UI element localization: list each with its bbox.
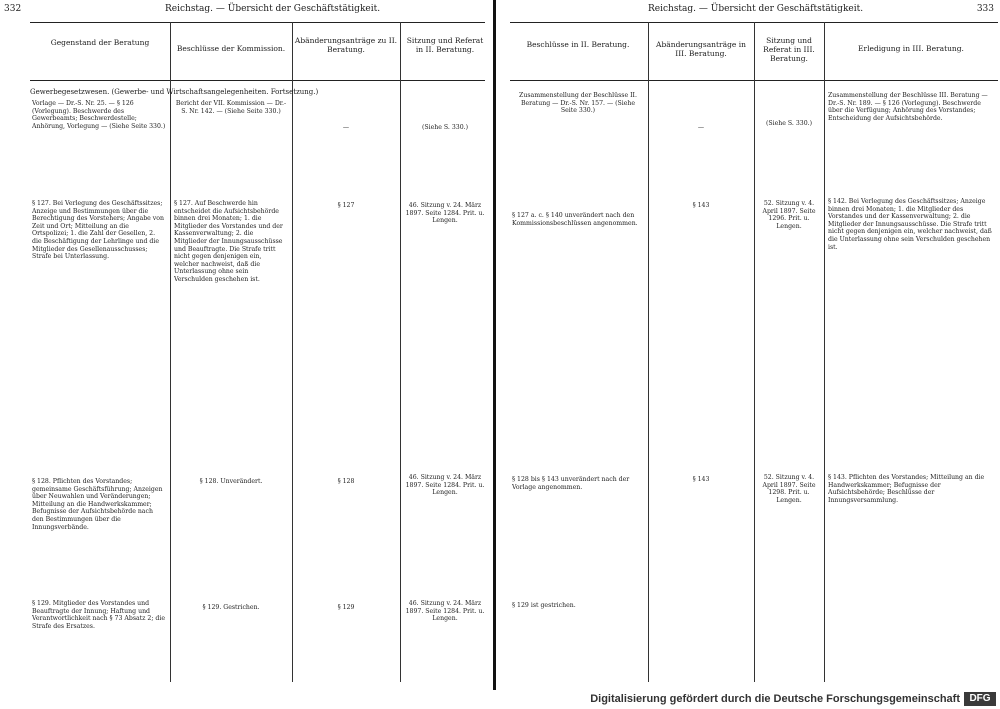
footer-bar [0, 690, 1000, 709]
row-2-commission: § 127. Auf Beschwerde hin entscheidet die Aufsichtsbehörde binnen drei Monaten; 1. die Mitglieder des Vorstandes und der Kassenverwaltung; 2. die Mitglieder der Innungsausschüsse und Beauftragte. Die Strafe tritt nicht gegen denjenigen ein, welcher nachweist, daß die Unterlassung ohne sein Verschulden geschehen ist. [174, 200, 283, 283]
right-page [508, 0, 1000, 690]
row-2-subject: § 127. Bei Verlegung des Geschäftssitzes; Anzeige und Bestimmungen über die Berechtigung des Vorstehers; Angabe von Zeit und Ort; Mitteilung an die Ortspolizei; 1. die Zahl der Gesellen, 2. die Beschäftigung der Lehrlinge und die Mitglieder des Gesellenausschusses; Strafe bei Unterlassung. [32, 200, 165, 261]
row-1-session: (Siehe S. 330.) [421, 124, 469, 131]
row-1-settlement: Zusammenstellung der Beschlüsse III. Beratung — Dr.-S. Nr. 189. — § 126 (Vorlegung). Beschwerde über die Verfügung; Anhörung des Vorstandes; Entscheidung der Aufsichtsbehörde. [828, 92, 988, 122]
row-3-amendment: § 143 [692, 476, 710, 483]
row-3-session: 46. Sitzung v. 24. März 1897. Seite 1284. Prit. u. Lengen. [405, 474, 485, 497]
row-1-resolution: Zusammenstellung der Beschlüsse II. Beratung — Dr.-S. Nr. 157. — (Siehe Seite 330.) [519, 92, 637, 115]
left-page [0, 0, 490, 690]
left-page-header [0, 4, 490, 18]
row-4-session: 46. Sitzung v. 24. März 1897. Seite 1284. Prit. u. Lengen. [405, 600, 485, 623]
row-2-resolution: § 127 a. c. § 140 unverändert nach den Kommissionsbeschlüssen angenommen. [512, 212, 638, 227]
row-2-amendment: § 127 [337, 202, 355, 209]
dfg-logo: DFG [964, 692, 996, 706]
column-header-amendments: Abänderungsanträge in III. Beratung. [656, 40, 746, 58]
row-2-amendment: § 143 [692, 202, 710, 209]
section-title: Gewerbegesetzwesen. (Gewerbe- und Wirtschaftsangelegenheiten. Fortsetzung.) [30, 88, 319, 96]
column-header-session: Sitzung und Referat in II. Beratung. [406, 36, 484, 54]
column-header-session: Sitzung und Referat in III. Beratung. [763, 36, 815, 63]
right-page-header [508, 4, 1000, 18]
row-3-commission: § 128. Unverändert. [199, 478, 263, 485]
row-4-subject: § 129. Mitglieder des Vorstandes und Beauftragte der Innung; Haftung und Verantwortlichkeit nach § 73 Absatz 2; die Strafe des Ersatzes. [32, 600, 165, 630]
row-3-session: 52. Sitzung v. 4. April 1897. Seite 1298. Prit. u. Lengen. [762, 474, 816, 504]
row-1-subject: Vorlage — Dr.-S. Nr. 25. — § 126 (Vorlegung). Beschwerde des Gewerbeamts; Beschwerdestelle; Anhörung, Vorlegung — (Siehe Seite 330.) [32, 100, 166, 130]
row-1-commission: Bericht der VII. Kommission — Dr.-S. Nr. 142. — (Siehe Seite 330.) [175, 100, 287, 115]
row-1-amendment: — [342, 124, 350, 131]
running-head: Reichstag. — Übersicht der Geschäftstätigkeit. [648, 4, 864, 14]
column-header-settlement: Erledigung in III. Beratung. [858, 44, 964, 53]
row-4-resolution: § 129 ist gestrichen. [512, 602, 576, 609]
column-header-amendments: Abänderungsanträge zu II. Beratung. [294, 36, 398, 54]
row-1-session: (Siehe S. 330.) [765, 120, 813, 127]
row-2-session: 46. Sitzung v. 24. März 1897. Seite 1284. Prit. u. Lengen. [405, 202, 485, 225]
row-3-settlement: § 143. Pflichten des Vorstandes; Mitteilung an die Handwerkskammer; Befugnisse der Aufsichtsbehörde; Beschlüsse der Innungsversammlung. [828, 474, 985, 504]
row-2-session: 52. Sitzung v. 4. April 1897. Seite 1296. Prit. u. Lengen. [762, 200, 816, 230]
row-3-subject: § 128. Pflichten des Vorstandes; gemeinsame Geschäftsführung; Anzeigen über Neuwahlen und Veränderungen; Mitteilung an die Handwerkskammer; Befugnisse der Aufsichtsbehörde nach den Bestimmungen über die Innungsverbände. [32, 478, 163, 531]
row-4-commission: § 129. Gestrichen. [202, 604, 260, 611]
running-head: Reichstag. — Übersicht der Geschäftstätigkeit. [165, 4, 381, 14]
row-1-amendment: — [697, 124, 705, 131]
book-spine [493, 0, 496, 690]
column-header-resolutions: Beschlüsse in II. Beratung. [526, 40, 630, 49]
row-2-settlement: § 142. Bei Verlegung des Geschäftssitzes; Anzeige binnen drei Monaten; 1. die Mitglieder des Vorstandes und der Kassenverwaltung; 2. die Mitglieder der Innungsausschüsse. Die Strafe tritt nicht gegen denjenigen ein, welcher nachweist, daß die Unterlassung ohne sein Verschulden geschehen ist. [828, 198, 992, 251]
page-number: 333 [976, 4, 994, 14]
column-header-commission: Beschlüsse der Kommission. [176, 44, 286, 53]
row-3-resolution: § 128 bis § 143 unverändert nach der Vorlage angenommen. [512, 476, 630, 491]
row-4-amendment: § 129 [337, 604, 355, 611]
row-3-amendment: § 128 [337, 478, 355, 485]
column-header-subject: Gegenstand der Beratung [50, 38, 150, 47]
page-number: 332 [4, 4, 22, 14]
funding-credit: Digitalisierung gefördert durch die Deutsche Forschungsgemeinschaft [590, 693, 960, 705]
